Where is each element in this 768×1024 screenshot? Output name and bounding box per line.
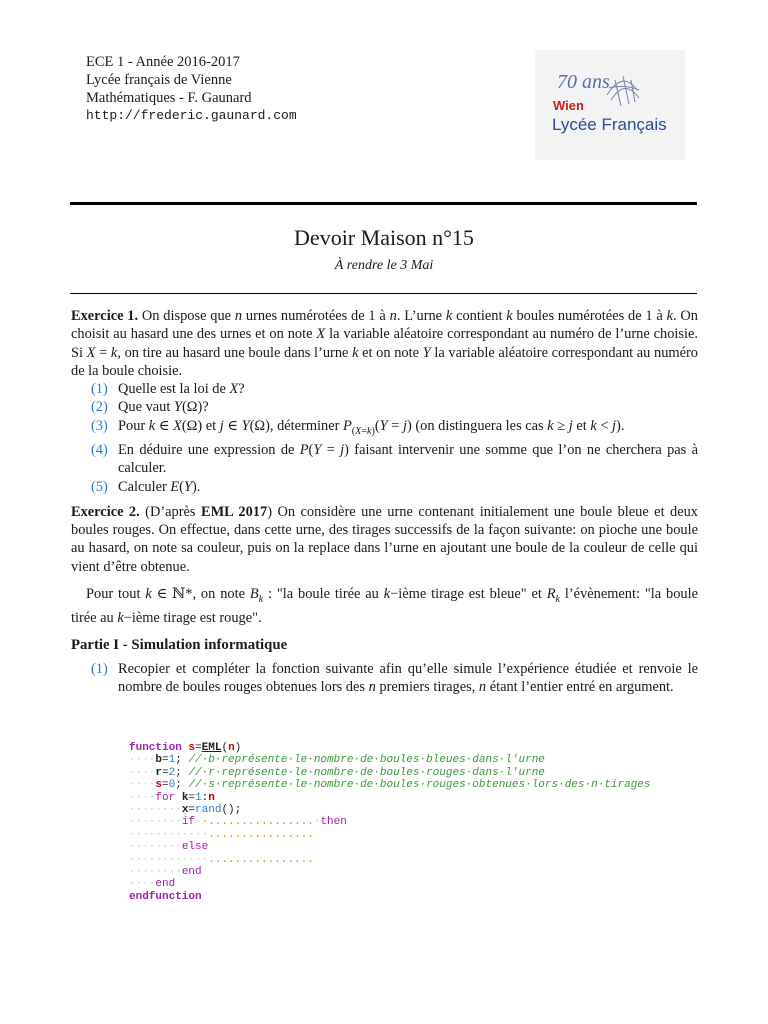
header-url[interactable]: http://frederic.gaunard.com xyxy=(86,108,297,123)
code-line: ········else xyxy=(129,841,209,854)
partie-1-questions xyxy=(71,660,698,697)
list-item: (5) Calculer E(Y). xyxy=(91,478,201,495)
logo-text-mid: Wien xyxy=(553,98,584,113)
code-line: endfunction xyxy=(129,890,202,903)
code-listing xyxy=(129,742,651,903)
exercise-1-questions xyxy=(71,380,698,496)
code-line: ····r=2; //·r·représente·le·nombre·de·boules·rouges·dans·l'urne xyxy=(129,766,545,779)
code-line: function s=EML(n) xyxy=(129,742,242,754)
exercise-1-label: Exercice 1. xyxy=(71,308,139,324)
list-item: (4) En déduire une expression de P(Y = j) faisant intervenir une somme que l’on ne cherchera pas à calculer. xyxy=(91,441,699,477)
exercise-2-events: Pour tout k ∈ ℕ*, on note $B_k$ : "la boule tirée au k−ième tirage est bleue" et $R_k$ l’évènement: "la boule tirée au k−ième tirage est rouge". xyxy=(71,586,698,627)
code-line: ····s=0; //·s·représente·le·nombre·de·boules·rouges·obtenues·lors·des·n·tirages xyxy=(129,779,651,792)
page-title: Devoir Maison n°15 xyxy=(294,225,474,250)
code-line: ············................ xyxy=(129,828,314,841)
code-line: ············................ xyxy=(129,853,314,866)
list-item: (1) Quelle est la loi de X? xyxy=(91,381,245,398)
header-subject-teacher: Mathématiques - F. Gaunard xyxy=(86,90,252,106)
header-school: Lycée français de Vienne xyxy=(86,72,232,88)
code-line: ····b=1; //·b·représente·le·nombre·de·boules·bleues·dans·l'urne xyxy=(129,754,545,767)
exercise-2-source: EML 2017 xyxy=(200,503,268,520)
code-line: ····end xyxy=(129,878,176,891)
list-item: (2) Que vaut Y(Ω)? xyxy=(91,399,209,416)
exercise-1-statement: Exercice 1. On dispose que n urnes numérotées de 1 à n. L’urne k contient k boules numérotées de 1 à k. On choisit au hasard une des urnes et on note X la variable aléatoire correspondant au numéro de l’urne choisie. Si X = k, on tire au hasard une boule dans l’urne k et on note Y la variable aléatoire correspondant au numéro de la boule choisie. xyxy=(71,308,699,379)
code-line: ········end xyxy=(129,866,202,879)
list-item: (3) Pour k ∈ X(Ω) et j ∈ Y(Ω), déterminer $P_{(X=k)}(Y = j)$ (on distinguera les cas k ≥ j et k < j). xyxy=(91,417,625,437)
exercise-2-label: Exercice 2. xyxy=(71,503,140,520)
page-subtitle: À rendre le 3 Mai xyxy=(334,258,434,273)
school-logo xyxy=(535,50,685,160)
header-class-year: ECE 1 - Année 2016-2017 xyxy=(86,54,240,70)
document-body xyxy=(71,307,698,696)
title-top-rule xyxy=(70,202,697,205)
logo-text-top: 70 ans xyxy=(557,71,610,93)
title-bottom-rule xyxy=(70,293,697,294)
section-title: Partie I - Simulation informatique xyxy=(71,636,288,653)
code-line: ····for k=1:n xyxy=(129,791,215,804)
logo-graphic xyxy=(535,50,685,160)
code-line: ········x=rand(); xyxy=(129,804,242,817)
header-info xyxy=(86,53,297,125)
code-line: ········if··................·then xyxy=(129,816,347,829)
logo-text-bottom: Lycée Français xyxy=(552,115,667,134)
list-item: (1) Recopier et compléter la fonction suivante afin qu’elle simule l’expérience étudiée et renvoie le nombre de boules rouges obtenues lors des n premiers tirages, n étant l’entier entré en argument. xyxy=(91,660,698,696)
exercise-2-statement: Exercice 2. (D’après EML 2017) On considère une urne contenant initialement une boule bleue et deux boules rouges. On effectue, dans cette urne, des tirages successifs de la façon suivante: on pioche une boule au hasard, on note sa couleur, puis on la replace dans l’urne en ajoutant une boule de la couleur de celle qui vient d’être obtenue. xyxy=(71,503,698,575)
